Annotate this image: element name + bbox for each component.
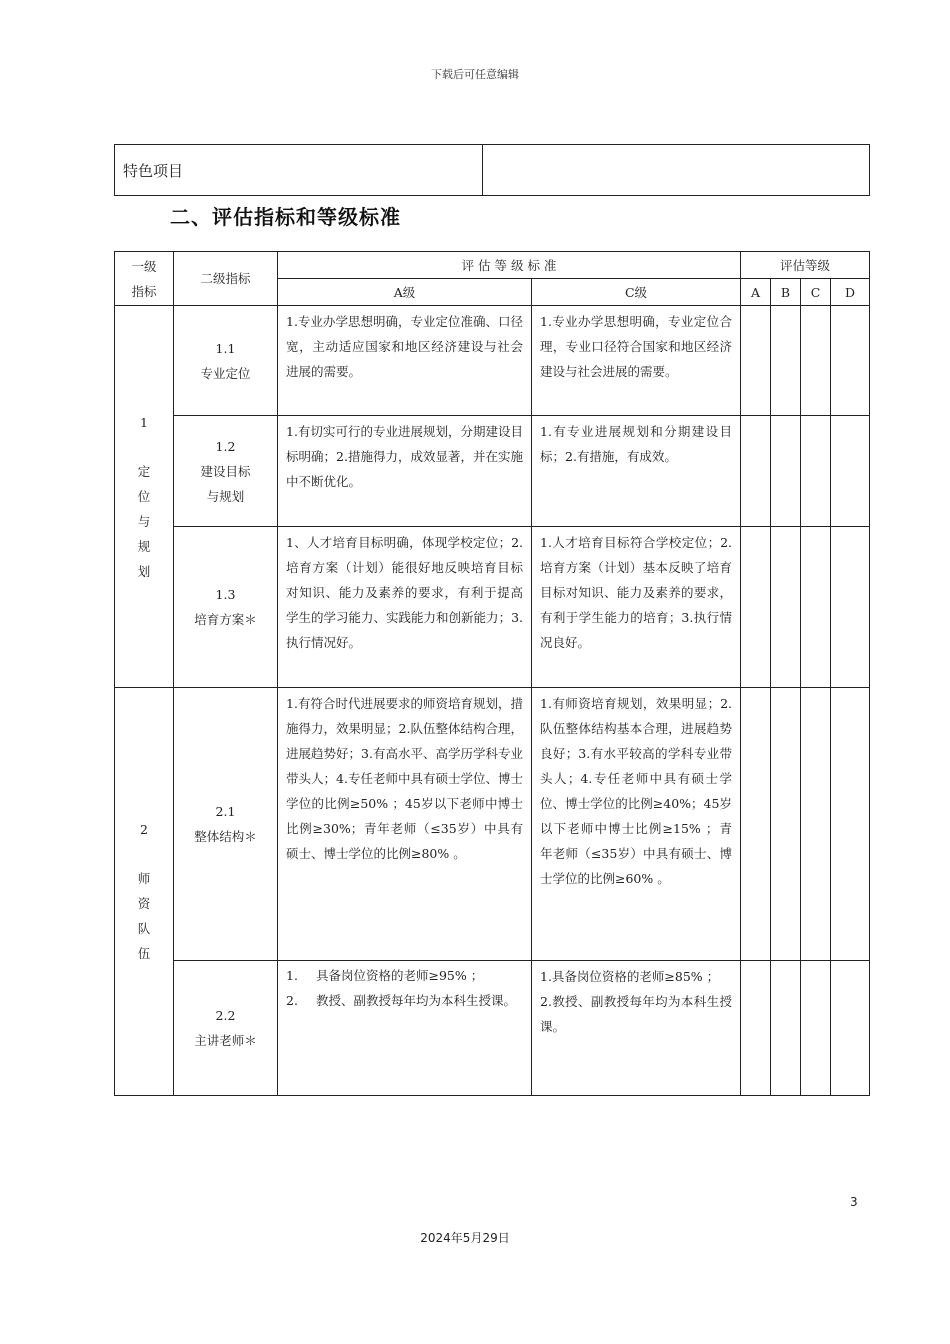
grade-b: B	[771, 279, 801, 306]
section-title: 二、评估指标和等级标准	[170, 205, 401, 229]
grade-cell-c	[801, 961, 831, 1096]
footer-date: 2024年5月29日	[420, 1231, 510, 1245]
criteria-c: 1.具备岗位资格的老师≥85% ； 2.教授、副教授每年均为本科生授课。	[532, 961, 741, 1096]
level1-char: 队	[137, 921, 151, 936]
grade-cell-a	[741, 306, 771, 416]
grade-cell-c	[801, 416, 831, 527]
level2-code: 1.1	[215, 340, 236, 356]
level2-indicator	[174, 416, 278, 527]
level2-name: 专业定位	[200, 365, 251, 381]
list-item	[286, 963, 523, 988]
criteria-c: 1.有专业进展规划和分期建设目标；2.有措施，有成效。	[532, 416, 741, 527]
header-grade: 评估等级	[741, 252, 870, 279]
grade-cell-c	[801, 688, 831, 961]
grade-cell-a	[741, 527, 771, 688]
grade-cell-d	[831, 416, 870, 527]
criteria-a	[278, 961, 532, 1096]
grade-cell-d	[831, 306, 870, 416]
criteria-a: 1.专业办学思想明确，专业定位准确、口径宽，主动适应国家和地区经济建设与社会进展的需要。	[278, 306, 532, 416]
table-row	[115, 416, 870, 527]
level1-char: 伍	[137, 946, 151, 961]
list-item	[286, 988, 523, 1013]
level2-code: 2.2	[215, 1008, 236, 1023]
level1-char: 位	[137, 488, 151, 504]
level2-indicator	[174, 527, 278, 688]
level2-code: 1.3	[215, 587, 236, 602]
criteria-a: 1、人才培育目标明确，体现学校定位；2.培育方案（计划）能很好地反映培育目标对知识、能力及素养的要求，有利于提高学生的学习能力、实践能力和创新能力；3.执行情况好。	[278, 527, 532, 688]
table-row	[115, 961, 870, 1096]
table-row	[115, 306, 870, 416]
feature-label: 特色项目	[115, 145, 483, 196]
grade-cell-b	[771, 688, 801, 961]
level1-indicator-1	[115, 306, 174, 688]
grade-cell-b	[771, 961, 801, 1096]
level2-code: 1.2	[215, 438, 236, 454]
level1-indicator-2	[115, 688, 174, 1096]
level1-char: 资	[137, 896, 151, 911]
level2-indicator	[174, 961, 278, 1096]
grade-cell-d	[831, 961, 870, 1096]
level2-name: 建设目标 与规划	[200, 463, 251, 504]
level1-number: 2	[140, 822, 148, 837]
grade-c: C	[801, 279, 831, 306]
header-c-level: C级	[532, 279, 741, 306]
level2-name: 培育方案＊	[194, 612, 257, 627]
grade-d: D	[831, 279, 870, 306]
grade-cell-c	[801, 306, 831, 416]
feature-table	[114, 144, 870, 196]
table-row	[115, 527, 870, 688]
grade-cell-c	[801, 527, 831, 688]
level1-char: 划	[137, 563, 151, 579]
header-standard: 评 估 等 级 标 准	[278, 252, 741, 279]
level1-number: 1	[140, 414, 148, 430]
level1-char: 规	[137, 538, 151, 554]
level2-name: 主讲老师＊	[194, 1033, 257, 1048]
list-item-text: 具备岗位资格的老师≥95% ；	[316, 968, 484, 983]
grade-cell-b	[771, 306, 801, 416]
level1-char: 师	[137, 871, 151, 886]
evaluation-table	[114, 251, 870, 1096]
header-level2: 二级指标	[174, 252, 278, 306]
feature-value	[483, 145, 870, 196]
grade-cell-b	[771, 527, 801, 688]
grade-a: A	[741, 279, 771, 306]
level2-indicator	[174, 688, 278, 961]
header-level1: 一级 指标	[115, 252, 174, 306]
criteria-c: 1.有师资培育规划，效果明显；2.队伍整体结构基本合理，进展趋势良好；3.有水平较高的学科专业带头人；4.专任老师中具有硕士学位、博士学位的比例≥40%；45岁以下老师中博士比例≥15% ；青年老师（≤35岁）中具有硕士、博士学位的比例≥60% 。	[532, 688, 741, 961]
criteria-a: 1.有符合时代进展要求的师资培育规划，措施得力，效果明显；2.队伍整体结构合理，进展趋势好；3.有高水平、高学历学科专业带头人；4.专任老师中具有硕士学位、博士学位的比例≥50% ；45岁以下老师中博士比例≥30%；青年老师（≤35岁）中具有硕士、博士学位的比例≥80% 。	[278, 688, 532, 961]
grade-cell-d	[831, 527, 870, 688]
page-number: 3	[850, 1195, 858, 1209]
level1-char: 与	[137, 513, 151, 529]
grade-cell-a	[741, 961, 771, 1096]
criteria-a: 1.有切实可行的专业进展规划，分期建设目标明确；2.措施得力，成效显著，并在实施中不断优化。	[278, 416, 532, 527]
grade-cell-a	[741, 688, 771, 961]
header-note: 下载后可任意编辑	[431, 68, 519, 81]
criteria-c: 1.人才培育目标符合学校定位；2.培育方案（计划）基本反映了培育目标对知识、能力及素养的要求，有利于学生能力的培育；3.执行情况良好。	[532, 527, 741, 688]
level2-name: 整体结构＊	[194, 829, 257, 844]
header-a-level: A级	[278, 279, 532, 306]
list-item-text: 教授、副教授每年均为本科生授课。	[316, 993, 517, 1008]
grade-cell-d	[831, 688, 870, 961]
table-row	[115, 688, 870, 961]
list-item-number: 2.	[286, 993, 298, 1008]
grade-cell-a	[741, 416, 771, 527]
list-item-number: 1.	[286, 968, 298, 983]
level2-code: 2.1	[215, 804, 236, 819]
level1-char: 定	[137, 463, 151, 479]
grade-cell-b	[771, 416, 801, 527]
criteria-c: 1.专业办学思想明确，专业定位合理，专业口径符合国家和地区经济建设与社会进展的需要。	[532, 306, 741, 416]
level2-indicator	[174, 306, 278, 416]
